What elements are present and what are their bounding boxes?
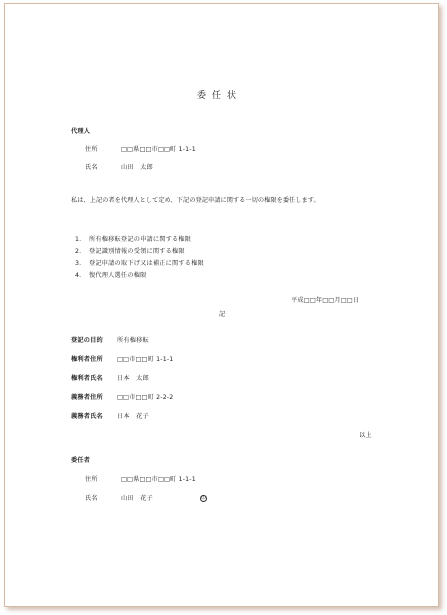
list-item-text: 所有権移転登記の申請に関する権限 (89, 236, 192, 243)
detail-label: 登記の目的 (71, 337, 103, 344)
detail-value: □□市□□町 1-1-1 (117, 356, 174, 363)
agent-address-label: 住所 (85, 146, 98, 153)
detail-label: 義務者住所 (71, 394, 103, 401)
agent-name-label: 氏名 (85, 164, 98, 171)
principal-name-value: 山田 花子 (121, 495, 153, 502)
principal-address-label: 住所 (85, 476, 98, 483)
list-item-text: 登記申請の取下げ又は補正に関する権限 (89, 260, 204, 267)
closing-ijo: 以上 (359, 432, 372, 439)
document-date: 平成□□年□□月□□日 (291, 297, 360, 304)
document-page (4, 3, 439, 607)
list-item-text: 復代理人選任の権限 (89, 272, 147, 279)
list-item-number: 4. (75, 272, 82, 279)
principal-address-value: □□県□□市□□町 1-1-1 (121, 476, 196, 483)
ki-heading: 記 (219, 311, 226, 318)
agent-heading: 代理人 (71, 128, 91, 135)
detail-value: 所有権移転 (117, 337, 149, 344)
seal-stamp: 印 (201, 496, 206, 501)
detail-value: 日本 太郎 (117, 375, 149, 382)
detail-label: 義務者氏名 (71, 413, 103, 420)
list-item-number: 3. (75, 260, 82, 267)
principal-heading: 委任者 (71, 457, 91, 464)
list-item-number: 1. (75, 236, 82, 243)
delegation-statement: 私は、上記の者を代理人として定め、下記の登記申請に関する一切の権限を委任します。 (71, 197, 320, 204)
detail-label: 権利者氏名 (71, 375, 103, 382)
detail-value: 日本 花子 (117, 413, 149, 420)
principal-name-label: 氏名 (85, 495, 98, 502)
detail-value: □□市□□町 2-2-2 (117, 394, 174, 401)
list-item-text: 登記識別情報の受領に関する権限 (89, 248, 185, 255)
document-title: 委任状 (197, 91, 243, 101)
agent-name-value: 山田 太郎 (121, 164, 153, 171)
agent-address-value: □□県□□市□□町 1-1-1 (121, 146, 196, 153)
list-item-number: 2. (75, 248, 82, 255)
detail-label: 権利者住所 (71, 356, 103, 363)
